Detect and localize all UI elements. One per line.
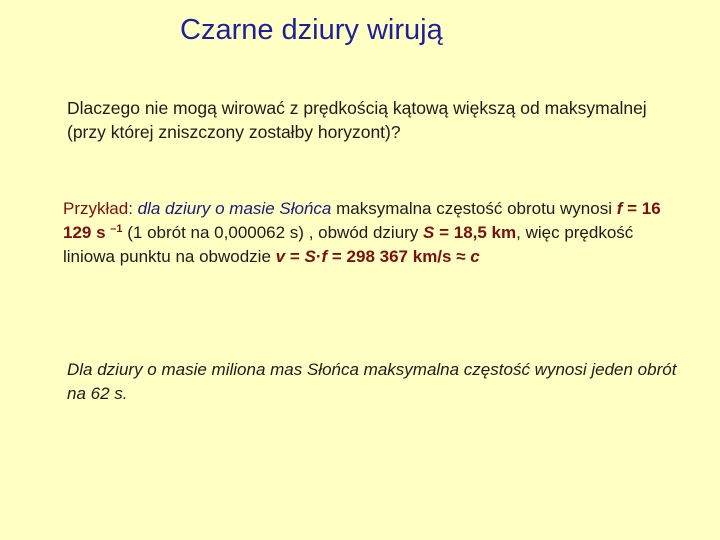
million-mass-note: Dla dziury o masie miliona mas Słońca maksymalna częstość wynosi jeden obrót na 62 s. — [67, 360, 677, 403]
f-symbol: f — [616, 199, 623, 218]
question-text: Dlaczego nie mogą wirować z prędkością kątową większą od maksymalnej (przy której zniszczony zostałby horyzont)? — [67, 98, 647, 142]
example-text-3: , więc prędkość liniowa punktu na obwodzie — [63, 223, 634, 266]
f-value: = 16 129 s — [63, 199, 661, 242]
dot-operator: · — [315, 247, 322, 266]
c-symbol: c — [465, 247, 480, 266]
f-exponent: –1 — [110, 223, 123, 235]
eq-prefix: = — [285, 247, 305, 266]
s-symbol-2: S — [304, 247, 316, 266]
slide-title: Czarne dziury wirują — [180, 14, 443, 46]
f-symbol-2: f — [321, 247, 328, 266]
speed-result: = 298 367 km/s — [327, 247, 457, 266]
approx-symbol: ≈ — [456, 247, 466, 266]
example-text-2: (1 obrót na 0,000062 s) , obwód dziury — [122, 223, 424, 242]
s-value: = 18,5 km — [434, 223, 517, 242]
example-intro: dla dziury o masie Słońca — [132, 199, 332, 218]
example-paragraph — [63, 197, 683, 269]
example-label: Przykład — [63, 199, 129, 218]
v-symbol: v — [275, 247, 286, 266]
example-text-1: maksymalna częstość obrotu wynosi — [331, 199, 617, 218]
s-symbol: S — [423, 223, 435, 242]
example-colon: : — [128, 199, 133, 218]
